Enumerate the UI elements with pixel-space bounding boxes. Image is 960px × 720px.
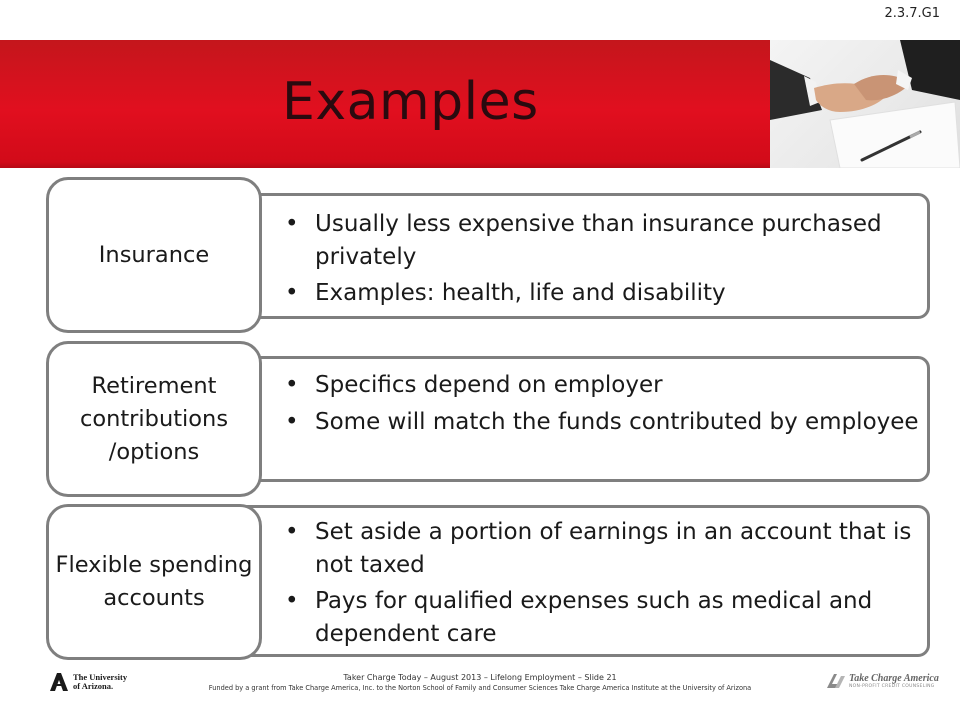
bullet-item: • Pays for qualified expenses such as medical and dependent care [285, 588, 873, 647]
slide-id: 2.3.7.G1 [884, 6, 940, 21]
section-retirement-label: Retirement contributions /options [46, 341, 262, 497]
section-fsa-label: Flexible spending accounts [46, 504, 262, 660]
tca-logo-name: Take Charge America [849, 673, 939, 684]
section-insurance-box [232, 193, 930, 319]
bullet-item: • Set aside a portion of earnings in an account that is not taxed [285, 519, 912, 578]
ua-logo-line2: of Arizona. [73, 681, 114, 691]
page-title: Examples [282, 72, 539, 132]
section-insurance-label: Insurance [46, 177, 262, 333]
bullet-item: • Specifics depend on employer [285, 372, 663, 398]
bullet-item: • Examples: health, life and disability [285, 280, 726, 306]
footer-funding: Funded by a grant from Take Charge America, Inc. to the Norton School of Family and Consumer Sciences Take Charge America Institute at the University of Arizona [208, 684, 752, 692]
section-fsa-box [232, 505, 930, 657]
footer-credit: Taker Charge Today – August 2013 – Lifelong Employment – Slide 21 [343, 673, 617, 682]
bullet-item: • Usually less expensive than insurance purchased privately [285, 211, 882, 270]
section-retirement-box [232, 356, 930, 482]
ua-logo-line1: The University [73, 672, 128, 682]
tca-logo-sub: NON-PROFIT CREDIT COUNSELING [849, 684, 935, 689]
tca-mark-icon [826, 672, 846, 690]
take-charge-america-logo [826, 672, 939, 690]
handshake-photo [770, 40, 960, 168]
bullet-item: • Some will match the funds contributed by employee [285, 409, 919, 435]
